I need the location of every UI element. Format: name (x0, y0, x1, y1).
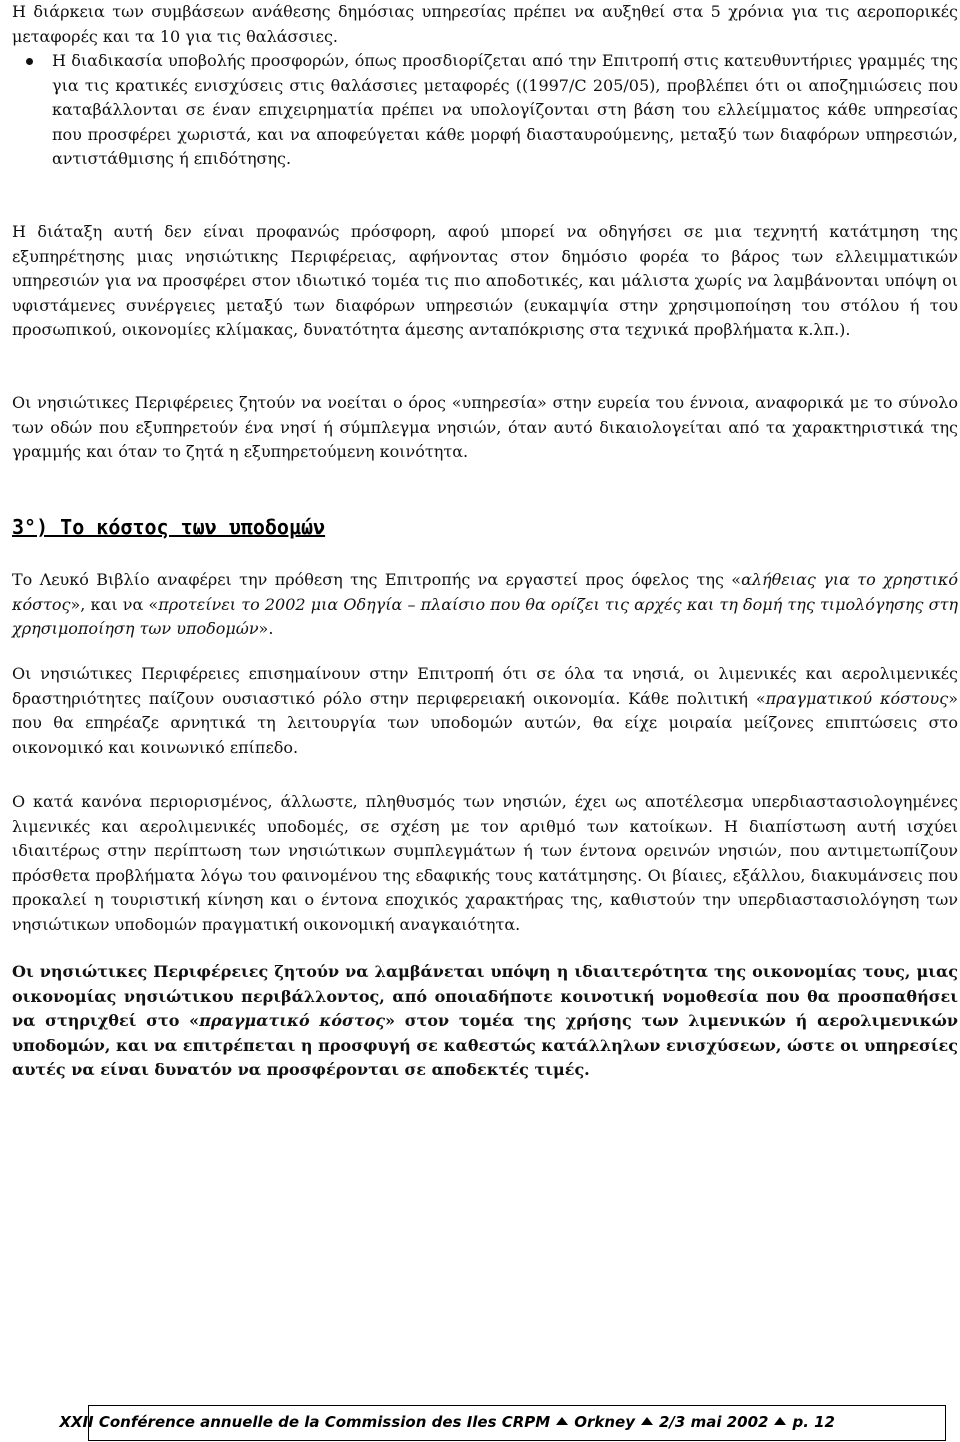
triangle-icon (774, 1417, 786, 1425)
text-run: Οι νησιώτικες Περιφέρειες επισημαίνουν στην Επιτροπή ότι σε όλα τα νησιά, οι λιμενικές και αερολιμενικές δραστηριότητες παίζουν ουσιαστικό ρόλο στην περιφερειακή οικονομία. Κάθε πολιτική « (12, 664, 958, 708)
paragraph-white-paper (12, 568, 958, 642)
footer-conference: XXII Conférence annuelle de la Commission des Iles CRPM (59, 1413, 551, 1431)
italic-run: προτείνει το 2002 μια Οδηγία – πλαίσιο που θα ορίζει τις αρχές και τη δομή της τιμολόγησης στη χρησιμοποίηση των υποδομών (12, 594, 959, 638)
triangle-icon (641, 1417, 653, 1425)
text-run: Το Λευκό Βιβλίο αναφέρει την πρόθεση της Επιτροπής να εργαστεί προς όφελος της « (12, 570, 742, 589)
bullet-text: Η διαδικασία υποβολής προσφορών, όπως προσδιορίζεται από την Επιτροπή στις κατευθυντήριες γραμμές της για τις κρατικές ενισχύσεις στις θαλάσσιες μεταφορές ((1997/C 205/05), προβλέπει ότι οι αποζημιώσεις που καταβάλλονται σε έναν επιχειρηματία πρέπει να υπολογίζονται στη βάση του ελλείμματος κάθε υπηρεσίας που προσφέρει χωριστά, και να αποφεύγεται κάθε μορφή διασταυρούμενης, μεταξύ των διαφόρων υπηρεσιών, αντιστάθμισης ή επιδότησης. (52, 51, 958, 168)
section-heading: 3°) Το κόστος των υποδομών (12, 515, 326, 539)
paragraph-port-activities (12, 662, 958, 760)
italic-run: πραγματικού κόστους (765, 688, 949, 708)
paragraph-population: Ο κατά κανόνα περιορισμένος, άλλωστε, πληθυσμός των νησιών, έχει ως αποτέλεσμα υπερδιαστασιολογημένες λιμενικές και αερολιμενικές υποδομές, σε σχέση με τον αριθμό των κατοίκων. Η διαπίστωση αυτή ισχύει ιδιαιτέρως στην περίπτωση των νησιώτικων συμπλεγμάτων ή των έντονα ορεινών νησιών, που αντιμετωπίζουν πρόσθετα προβλήματα λόγω του φαινομένου της εδαφικής τους κατάτμησης. Οι βίαιες, εξάλλου, διακυμάνσεις που προκαλεί η τουριστική κίνηση και ο έντονα εποχικός χαρακτήρας της, καθιστούν την υπερδιαστασιολόγηση των νησιώτικων υποδομών πραγματική οικονομική αναγκαιότητα. (12, 792, 958, 934)
text-run: », και να « (70, 594, 159, 614)
triangle-icon (556, 1417, 568, 1425)
italic-run: αλήθειας για το χρηστικό κόστος (12, 570, 958, 614)
page-footer (59, 1405, 946, 1441)
text-run: » που θα επηρέαζε αρνητικά τη λειτουργία των υποδομών αυτών, θα είχε μοιραία μείζονες επιπτώσεις στο οικονομικό και κοινωνικό επίπεδο. (12, 688, 959, 757)
text-run: » στον τομέα της χρήσης των λιμενικών ή αερολιμενικών υποδομών, και να επιτρέπεται η προσφυγή σε καθεστώς κατάλληλων ενισχύσεων, ώστε οι υπηρεσίες αυτές να είναι δυνατόν να προσφέρονται σε αποδεκτές τιμές. (12, 1011, 958, 1079)
bullet-item (12, 49, 958, 172)
paragraph-service-definition: Οι νησιώτικες Περιφέρειες ζητούν να νοείται ο όρος «υπηρεσία» στην ευρεία του έννοια, αναφορικά με το σύνολο των οδών που εξυπηρετούν ένα νησί ή σύμπλεγμα νησιών, όταν αυτό δικαιολογείται από τα χαρακτηριστικά της γραμμής και όταν το ζητά η εξυπηρετούμενη κοινότητα. (12, 393, 958, 461)
footer-location: Orkney (574, 1413, 635, 1431)
paragraph-provision: Η διάταξη αυτή δεν είναι προφανώς πρόσφορη, αφού μπορεί να οδηγήσει σε μια τεχνητή κατάτμηση της εξυπηρέτησης μιας νησιώτικης Περιφέρειας, αφήνοντας στον δημόσιο φορέα το βάρος των ελλειμματικών υπηρεσιών για να προσφέρει στον ιδιωτικό τομέα τις πιο αποδοτικές, και μάλιστα χωρίς να λαμβάνονται υπόψη οι υφιστάμενες συνέργειες μεταξύ των διαφόρων υπηρεσιών (ευκαμψία στην χρησιμοποίηση του στόλου ή του προσωπικού, οικονομίες κλίμακας, δυνατότητα άμεσης ανταπόκρισης στα τεχνικά προβλήματα κ.λπ.). (12, 222, 958, 339)
italic-run: πραγματικό κόστος (199, 1011, 386, 1030)
paragraph-contract-duration: Η διάρκεια των συμβάσεων ανάθεσης δημόσιας υπηρεσίας πρέπει να αυξηθεί στα 5 χρόνια για τις αεροπορικές μεταφορές και τα 10 για τις θαλάσσιες. (12, 2, 958, 46)
paragraph-request-bold (12, 960, 958, 1083)
bullet-icon (26, 58, 33, 65)
footer-text (59, 1413, 835, 1431)
footer-page-number: p. 12 (792, 1413, 835, 1431)
footer-date: 2/3 mai 2002 (659, 1413, 769, 1431)
text-run: Οι νησιώτικες Περιφέρειες ζητούν να λαμβάνεται υπόψη η ιδιαιτερότητα της οικονομίας τους, μιας οικονομίας νησιώτικου περιβάλλοντος, από οποιαδήποτε κοινοτική νομοθεσία που θα προσπαθήσει να στηριχθεί στο « (12, 962, 958, 1030)
text-run: ». (258, 619, 274, 638)
